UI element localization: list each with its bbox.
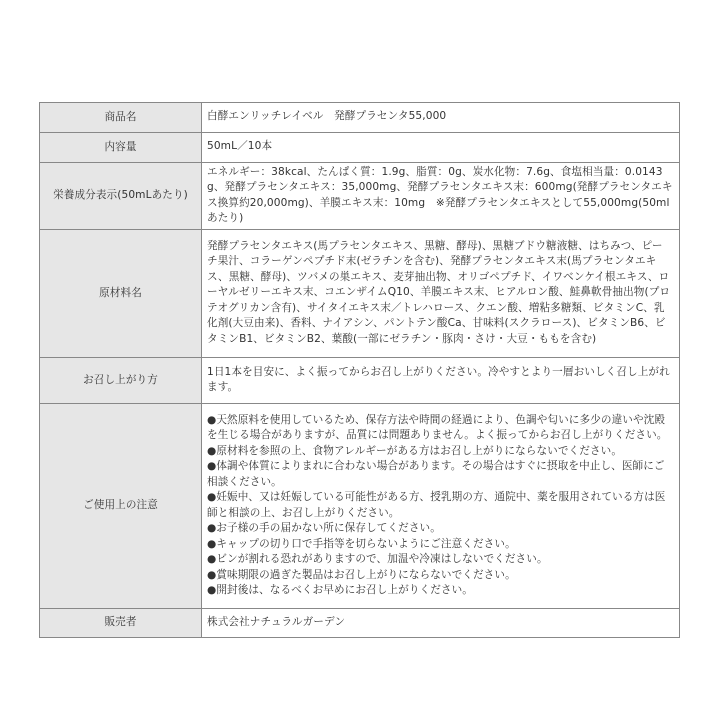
caution-item: ●妊娠中、又は妊娠している可能性がある方、授乳期の方、通院中、薬を服用されている方は医師と相談の上、お召し上がりください。: [207, 491, 666, 519]
caution-item: ●お子様の手の届かない所に保存してください。: [207, 522, 441, 534]
row-ingredients: [40, 230, 680, 358]
product-spec-table: [39, 102, 680, 638]
seller-value: 株式会社ナチュラルガーデン: [202, 609, 680, 638]
caution-item: ●ビンが割れる恐れがありますので、加温や冷凍はしないでください。: [207, 553, 548, 565]
caution-item: ●原材料を参照の上、食物アレルギーがある方はお召し上がりにならないでください。: [207, 444, 623, 457]
nutrition-value: エネルギー：38kcal、たんぱく質：1.9g、脂質：0g、炭水化物：7.6g、食塩相当量：0.0143g、発酵プラセンタエキス：35,000mg、発酵プラセンタエキス末：600mg(発酵プラセンタエキス換算約20,000mg)、羊膜エキス末：10mg ※発酵プラセンタエキスとして55,000mg(50mlあたり): [202, 163, 680, 230]
row-seller: [40, 609, 680, 638]
row-nutrition: [40, 163, 680, 230]
caution-item: ●賞味期限の過ぎた製品はお召し上がりにならないでください。: [207, 568, 516, 581]
row-product-name: [40, 103, 680, 133]
how-to-use-label: お召し上がり方: [40, 358, 202, 404]
cautions-list: [202, 404, 680, 609]
row-how-to-use: [40, 358, 680, 404]
product-name-value: 白酵エンリッチレイベル 発酵プラセンタ55,000: [202, 103, 680, 133]
caution-item: ●キャップの切り口で手指等を切らないようにご注意ください。: [207, 537, 516, 550]
ingredients-label: 原材料名: [40, 230, 202, 358]
row-cautions: [40, 404, 680, 609]
seller-label: 販売者: [40, 609, 202, 638]
volume-value: 50mL／10本: [202, 133, 680, 163]
product-name-label: 商品名: [40, 103, 202, 133]
caution-item: ●体調や体質によりまれに合わない場合があります。その場合はすぐに摂取を中止し、医師にご相談ください。: [207, 460, 665, 488]
nutrition-label: 栄養成分表示(50mLあたり): [40, 163, 202, 230]
cautions-label: ご使用上の注意: [40, 404, 202, 609]
ingredients-value: 発酵プラセンタエキス(馬プラセンタエキス、黒糖、酵母)、黒糖ブドウ糖液糖、はちみつ、ピーチ果汁、コラーゲンペプチド末(ゼラチンを含む)、発酵プラセンタエキス末(馬プラセンタエキス、黒糖、酵母)、ツバメの巣エキス、麦芽抽出物、オリゴペプチド、イワベンケイ根エキス、ローヤルゼリーエキス末、コエンザイムQ10、羊膜エキス末、ヒアルロン酸、鮭鼻軟骨抽出物(プロテオグリカン含有)、サイタイエキス末／トレハロース、クエン酸、増粘多糖類、ビタミンC、乳化剤(大豆由来)、香料、ナイアシン、パントテン酸Ca、甘味料(スクラロース)、ビタミンB6、ビタミンB1、ビタミンB2、葉酸(一部にゼラチン・豚肉・さけ・大豆・ももを含む): [202, 230, 680, 358]
volume-label: 内容量: [40, 133, 202, 163]
how-to-use-value: 1日1本を目安に、よく振ってからお召し上がりください。冷やすとより一層おいしく召し上がれます。: [202, 358, 680, 404]
caution-item: ●天然原料を使用しているため、保存方法や時間の経過により、色調や匂いに多少の違いや沈殿を生じる場合がありますが、品質には問題ありません。よく振ってからお召し上がりください。: [207, 413, 668, 441]
caution-item: ●開封後は、なるべくお早めにお召し上がりください。: [207, 584, 473, 596]
row-volume: [40, 133, 680, 163]
